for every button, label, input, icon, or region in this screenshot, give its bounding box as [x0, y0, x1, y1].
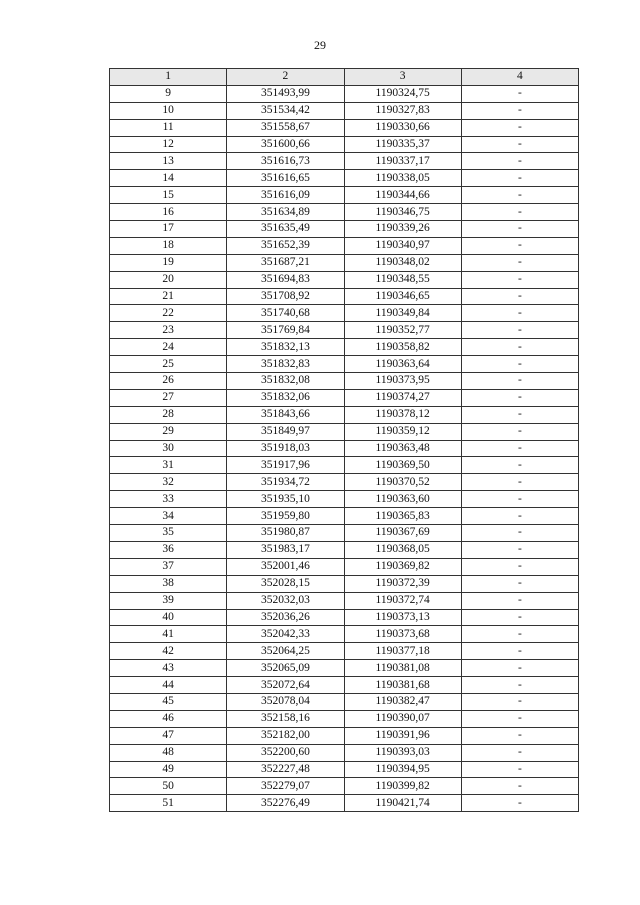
table-cell: 1190344,66: [344, 187, 461, 204]
table-cell: 1190365,83: [344, 508, 461, 525]
table-cell: 1190340,97: [344, 237, 461, 254]
table-row: [110, 136, 579, 153]
table-row: [110, 761, 579, 778]
table-cell: 351843,66: [227, 406, 344, 423]
table-cell: -: [461, 575, 578, 592]
table-row: [110, 187, 579, 204]
table-cell: -: [461, 85, 578, 102]
table-cell: 41: [110, 626, 227, 643]
table-cell: -: [461, 643, 578, 660]
table-cell: -: [461, 170, 578, 187]
table-cell: 1190363,60: [344, 491, 461, 508]
table-cell: -: [461, 271, 578, 288]
column-header: 1: [110, 69, 227, 86]
table-cell: -: [461, 744, 578, 761]
table-cell: 19: [110, 254, 227, 271]
table-cell: 31: [110, 457, 227, 474]
table-row: [110, 609, 579, 626]
table-row: [110, 102, 579, 119]
table-row: [110, 457, 579, 474]
table-cell: 1190324,75: [344, 85, 461, 102]
table-cell: 352065,09: [227, 660, 344, 677]
table-cell: 14: [110, 170, 227, 187]
table-cell: 1190373,13: [344, 609, 461, 626]
table-cell: 351980,87: [227, 525, 344, 542]
table-cell: 1190335,37: [344, 136, 461, 153]
table-cell: 352158,16: [227, 710, 344, 727]
table-cell: -: [461, 626, 578, 643]
table-cell: -: [461, 474, 578, 491]
table-row: [110, 305, 579, 322]
table-row: [110, 440, 579, 457]
table-row: [110, 119, 579, 136]
table-cell: 352078,04: [227, 693, 344, 710]
table-cell: 1190390,07: [344, 710, 461, 727]
table-cell: 37: [110, 558, 227, 575]
table-cell: 1190330,66: [344, 119, 461, 136]
table-cell: 351616,09: [227, 187, 344, 204]
table-cell: 22: [110, 305, 227, 322]
table-cell: 351769,84: [227, 322, 344, 339]
table-cell: 352279,07: [227, 778, 344, 795]
table-row: [110, 356, 579, 373]
table-row: [110, 221, 579, 238]
table-row: [110, 558, 579, 575]
table-cell: -: [461, 693, 578, 710]
table-cell: 351917,96: [227, 457, 344, 474]
table-row: [110, 795, 579, 812]
table-cell: 1190338,05: [344, 170, 461, 187]
table-cell: 51: [110, 795, 227, 812]
table-cell: -: [461, 778, 578, 795]
page-number: 29: [314, 38, 326, 52]
table-row: [110, 710, 579, 727]
table-cell: 351832,06: [227, 389, 344, 406]
table-cell: 1190337,17: [344, 153, 461, 170]
table-cell: 43: [110, 660, 227, 677]
table-cell: -: [461, 237, 578, 254]
table-cell: 352064,25: [227, 643, 344, 660]
column-header: 4: [461, 69, 578, 86]
table-row: [110, 541, 579, 558]
table-cell: -: [461, 187, 578, 204]
table-row: [110, 525, 579, 542]
table-row: [110, 406, 579, 423]
table-cell: 28: [110, 406, 227, 423]
table-cell: 351832,13: [227, 339, 344, 356]
table-cell: 1190382,47: [344, 693, 461, 710]
table-row: [110, 592, 579, 609]
table-cell: 351959,80: [227, 508, 344, 525]
table-row: [110, 660, 579, 677]
table-cell: 1190359,12: [344, 423, 461, 440]
table-cell: -: [461, 508, 578, 525]
table-cell: -: [461, 440, 578, 457]
table-row: [110, 423, 579, 440]
table-row: [110, 778, 579, 795]
table-cell: 11: [110, 119, 227, 136]
table-cell: 1190377,18: [344, 643, 461, 660]
table-cell: 351493,99: [227, 85, 344, 102]
table-cell: 34: [110, 508, 227, 525]
table-cell: 26: [110, 373, 227, 390]
table-cell: -: [461, 204, 578, 221]
table-cell: 351935,10: [227, 491, 344, 508]
table-row: [110, 339, 579, 356]
table-cell: 351634,89: [227, 204, 344, 221]
table-cell: 1190352,77: [344, 322, 461, 339]
coordinates-table: [109, 68, 579, 812]
table-cell: 352227,48: [227, 761, 344, 778]
table-cell: 48: [110, 744, 227, 761]
table-row: [110, 744, 579, 761]
table-cell: 40: [110, 609, 227, 626]
table-row: [110, 271, 579, 288]
table-row: [110, 288, 579, 305]
table-cell: -: [461, 592, 578, 609]
table-row: [110, 727, 579, 744]
table-cell: 36: [110, 541, 227, 558]
table-cell: 32: [110, 474, 227, 491]
table-cell: 21: [110, 288, 227, 305]
table-row: [110, 575, 579, 592]
table-cell: -: [461, 322, 578, 339]
table-cell: 351616,65: [227, 170, 344, 187]
table-cell: 352042,33: [227, 626, 344, 643]
table-row: [110, 204, 579, 221]
table-cell: 351740,68: [227, 305, 344, 322]
table-cell: 42: [110, 643, 227, 660]
table-cell: 45: [110, 693, 227, 710]
table-cell: 1190394,95: [344, 761, 461, 778]
table-cell: -: [461, 339, 578, 356]
table-cell: -: [461, 541, 578, 558]
table-cell: 25: [110, 356, 227, 373]
table-cell: 1190421,74: [344, 795, 461, 812]
table-cell: 15: [110, 187, 227, 204]
table-row: [110, 170, 579, 187]
table-cell: 1190327,83: [344, 102, 461, 119]
table-cell: 1190363,64: [344, 356, 461, 373]
table-row: [110, 474, 579, 491]
table-cell: 49: [110, 761, 227, 778]
table-cell: 1190391,96: [344, 727, 461, 744]
table-cell: 29: [110, 423, 227, 440]
table-cell: 351708,92: [227, 288, 344, 305]
table-cell: 1190381,08: [344, 660, 461, 677]
table-cell: 1190368,05: [344, 541, 461, 558]
table-cell: -: [461, 558, 578, 575]
table-row: [110, 643, 579, 660]
table-cell: 1190367,69: [344, 525, 461, 542]
table-cell: 1190348,55: [344, 271, 461, 288]
table-cell: 12: [110, 136, 227, 153]
table-cell: 1190393,03: [344, 744, 461, 761]
table-cell: 351983,17: [227, 541, 344, 558]
table-cell: 351849,97: [227, 423, 344, 440]
table-cell: 27: [110, 389, 227, 406]
table-cell: 16: [110, 204, 227, 221]
table-row: [110, 85, 579, 102]
table-cell: -: [461, 677, 578, 694]
table-cell: 1190339,26: [344, 221, 461, 238]
table-cell: 351918,03: [227, 440, 344, 457]
table-cell: -: [461, 609, 578, 626]
table-cell: 18: [110, 237, 227, 254]
table-cell: 352001,46: [227, 558, 344, 575]
table-cell: 352182,00: [227, 727, 344, 744]
table-cell: -: [461, 727, 578, 744]
table-cell: 1190381,68: [344, 677, 461, 694]
table-cell: 1190399,82: [344, 778, 461, 795]
table-cell: 1190378,12: [344, 406, 461, 423]
table-row: [110, 491, 579, 508]
table-cell: 1190348,02: [344, 254, 461, 271]
table-row: [110, 373, 579, 390]
table-cell: 44: [110, 677, 227, 694]
table-cell: -: [461, 102, 578, 119]
table-cell: 352036,26: [227, 609, 344, 626]
table-cell: 1190369,50: [344, 457, 461, 474]
table-header-row: [110, 69, 579, 86]
table-cell: 35: [110, 525, 227, 542]
table-cell: 20: [110, 271, 227, 288]
table-row: [110, 389, 579, 406]
table-cell: 1190372,39: [344, 575, 461, 592]
table-cell: 38: [110, 575, 227, 592]
column-header: 3: [344, 69, 461, 86]
table-row: [110, 508, 579, 525]
table-cell: 1190346,65: [344, 288, 461, 305]
table-cell: 10: [110, 102, 227, 119]
table-cell: 33: [110, 491, 227, 508]
table-cell: 351687,21: [227, 254, 344, 271]
table-cell: 351832,83: [227, 356, 344, 373]
table-row: [110, 322, 579, 339]
table-cell: -: [461, 525, 578, 542]
table-row: [110, 693, 579, 710]
table-body: [110, 85, 579, 811]
table-row: [110, 153, 579, 170]
table-cell: 39: [110, 592, 227, 609]
table-cell: -: [461, 491, 578, 508]
table-cell: 1190363,48: [344, 440, 461, 457]
table-cell: 352072,64: [227, 677, 344, 694]
table-cell: 23: [110, 322, 227, 339]
table-cell: -: [461, 119, 578, 136]
table-cell: 13: [110, 153, 227, 170]
table-cell: -: [461, 423, 578, 440]
table-cell: 24: [110, 339, 227, 356]
table-cell: 351832,08: [227, 373, 344, 390]
table-cell: 351600,66: [227, 136, 344, 153]
table-cell: -: [461, 288, 578, 305]
table-cell: -: [461, 660, 578, 677]
table-cell: -: [461, 710, 578, 727]
table-cell: 1190369,82: [344, 558, 461, 575]
table-cell: -: [461, 373, 578, 390]
table-cell: 1190374,27: [344, 389, 461, 406]
table-cell: 1190372,74: [344, 592, 461, 609]
table-cell: -: [461, 406, 578, 423]
table-row: [110, 626, 579, 643]
table-cell: 30: [110, 440, 227, 457]
table-cell: 1190373,68: [344, 626, 461, 643]
table-cell: 352032,03: [227, 592, 344, 609]
table-cell: -: [461, 457, 578, 474]
table-cell: 1190370,52: [344, 474, 461, 491]
table-cell: 351694,83: [227, 271, 344, 288]
table-cell: -: [461, 795, 578, 812]
table-cell: 352028,15: [227, 575, 344, 592]
table-cell: -: [461, 761, 578, 778]
table-cell: -: [461, 305, 578, 322]
table-cell: 1190349,84: [344, 305, 461, 322]
table-cell: 17: [110, 221, 227, 238]
table-row: [110, 677, 579, 694]
table-cell: -: [461, 221, 578, 238]
table-cell: 351652,39: [227, 237, 344, 254]
table-cell: 47: [110, 727, 227, 744]
table-cell: 351534,42: [227, 102, 344, 119]
table-cell: 351616,73: [227, 153, 344, 170]
table-cell: 50: [110, 778, 227, 795]
table-cell: 1190358,82: [344, 339, 461, 356]
table-row: [110, 254, 579, 271]
table-cell: 351934,72: [227, 474, 344, 491]
table-cell: 351558,67: [227, 119, 344, 136]
table-cell: -: [461, 136, 578, 153]
table-cell: 352276,49: [227, 795, 344, 812]
column-header: 2: [227, 69, 344, 86]
table-cell: 9: [110, 85, 227, 102]
table-cell: 1190346,75: [344, 204, 461, 221]
table-cell: -: [461, 389, 578, 406]
table-cell: -: [461, 254, 578, 271]
table-cell: -: [461, 356, 578, 373]
table-cell: 351635,49: [227, 221, 344, 238]
table-row: [110, 237, 579, 254]
table-cell: 1190373,95: [344, 373, 461, 390]
table-cell: 46: [110, 710, 227, 727]
table-cell: 352200,60: [227, 744, 344, 761]
table-cell: -: [461, 153, 578, 170]
